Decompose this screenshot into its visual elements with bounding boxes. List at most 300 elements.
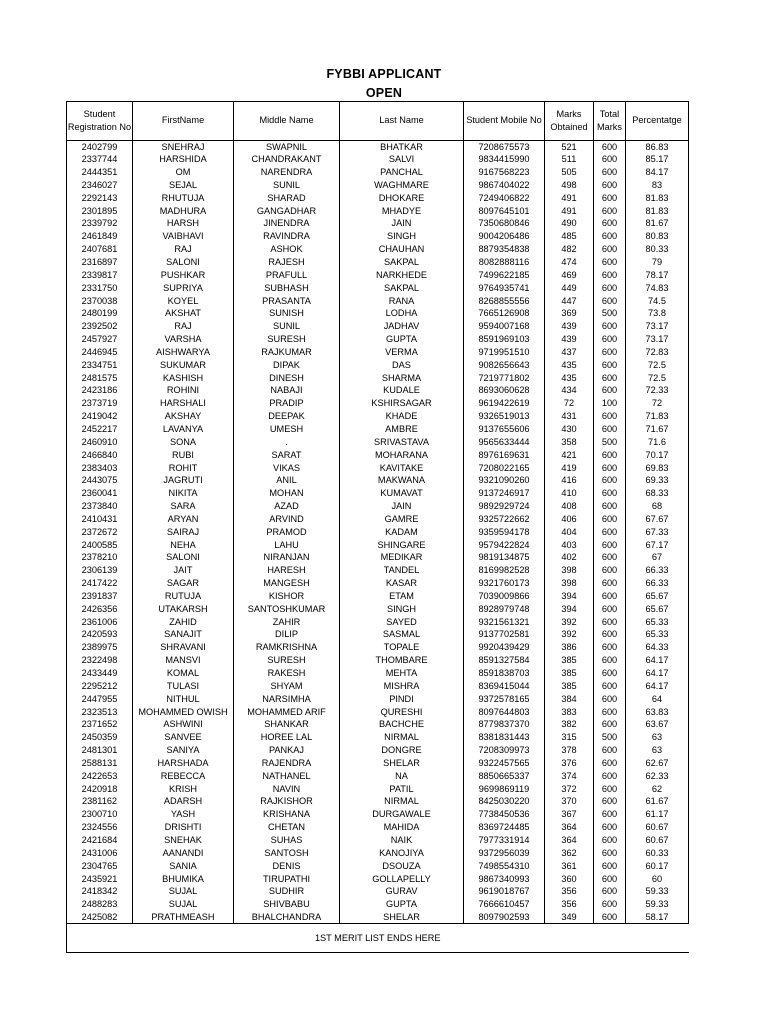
cell-registration-no: 2316897	[67, 256, 133, 269]
cell-first-name: SALONI	[133, 256, 234, 269]
table-row	[67, 821, 689, 834]
cell-total-marks: 600	[594, 205, 626, 218]
cell-last-name: DONGRE	[340, 744, 464, 757]
cell-middle-name: LAHU	[234, 539, 340, 552]
cell-last-name: NARKHEDE	[340, 269, 464, 282]
cell-last-name: GOLLAPELLY	[340, 873, 464, 886]
table-row	[67, 295, 689, 308]
cell-last-name: KADAM	[340, 526, 464, 539]
cell-first-name: OM	[133, 166, 234, 179]
cell-last-name: KUDALE	[340, 385, 464, 398]
table-row	[67, 885, 689, 898]
cell-middle-name: SANTOSHKUMAR	[234, 603, 340, 616]
cell-total-marks: 600	[594, 346, 626, 359]
cell-marks-obtained: 419	[545, 462, 594, 475]
table-row	[67, 192, 689, 205]
cell-middle-name: CHETAN	[234, 821, 340, 834]
table-row	[67, 474, 689, 487]
cell-percentage: 67.33	[626, 526, 689, 539]
header-first-name: FirstName	[133, 102, 234, 141]
cell-middle-name: SURESH	[234, 333, 340, 346]
cell-middle-name: SUNISH	[234, 307, 340, 320]
table-row	[67, 539, 689, 552]
cell-middle-name: NIRANJAN	[234, 552, 340, 565]
cell-total-marks: 600	[594, 898, 626, 911]
cell-percentage: 74.5	[626, 295, 689, 308]
cell-last-name: SAKPAL	[340, 282, 464, 295]
table-row	[67, 179, 689, 192]
cell-total-marks: 600	[594, 462, 626, 475]
cell-last-name: ETAM	[340, 590, 464, 603]
cell-first-name: KASHISH	[133, 372, 234, 385]
cell-registration-no: 2460910	[67, 436, 133, 449]
cell-total-marks: 600	[594, 770, 626, 783]
cell-registration-no: 2450359	[67, 731, 133, 744]
cell-middle-name: DEEPAK	[234, 410, 340, 423]
table-row	[67, 346, 689, 359]
cell-total-marks: 500	[594, 731, 626, 744]
cell-mobile-no: 8850665337	[464, 770, 545, 783]
cell-last-name: JAIN	[340, 218, 464, 231]
cell-mobile-no: 9565633444	[464, 436, 545, 449]
cell-middle-name: BHALCHANDRA	[234, 911, 340, 924]
cell-marks-obtained: 398	[545, 577, 594, 590]
cell-total-marks: 600	[594, 192, 626, 205]
cell-registration-no: 2323513	[67, 706, 133, 719]
cell-middle-name: SUNIL	[234, 320, 340, 333]
cell-marks-obtained: 382	[545, 718, 594, 731]
cell-first-name: SNEHAK	[133, 834, 234, 847]
cell-marks-obtained: 394	[545, 603, 594, 616]
cell-mobile-no: 9321090260	[464, 474, 545, 487]
table-row	[67, 526, 689, 539]
cell-first-name: NEHA	[133, 539, 234, 552]
cell-marks-obtained: 491	[545, 205, 594, 218]
cell-marks-obtained: 408	[545, 500, 594, 513]
cell-mobile-no: 9326519013	[464, 410, 545, 423]
table-row	[67, 706, 689, 719]
cell-percentage: 73.17	[626, 320, 689, 333]
cell-percentage: 63.83	[626, 706, 689, 719]
table-row	[67, 667, 689, 680]
cell-marks-obtained: 439	[545, 320, 594, 333]
cell-first-name: HARSHIDA	[133, 153, 234, 166]
cell-percentage: 58.17	[626, 911, 689, 924]
cell-mobile-no: 7350680846	[464, 218, 545, 231]
cell-percentage: 63	[626, 744, 689, 757]
cell-last-name: DAS	[340, 359, 464, 372]
cell-mobile-no: 7219771802	[464, 372, 545, 385]
cell-mobile-no: 9764935741	[464, 282, 545, 295]
cell-middle-name: SHANKAR	[234, 718, 340, 731]
cell-percentage: 65.67	[626, 590, 689, 603]
cell-registration-no: 2304765	[67, 860, 133, 873]
cell-first-name: SAGAR	[133, 577, 234, 590]
table-row	[67, 230, 689, 243]
table-row	[67, 564, 689, 577]
cell-percentage: 69.83	[626, 462, 689, 475]
cell-marks-obtained: 386	[545, 641, 594, 654]
cell-total-marks: 600	[594, 230, 626, 243]
cell-registration-no: 2431006	[67, 847, 133, 860]
cell-middle-name: DINESH	[234, 372, 340, 385]
cell-registration-no: 2306139	[67, 564, 133, 577]
cell-marks-obtained: 370	[545, 796, 594, 809]
cell-marks-obtained: 378	[545, 744, 594, 757]
cell-total-marks: 600	[594, 269, 626, 282]
cell-total-marks: 600	[594, 372, 626, 385]
cell-total-marks: 600	[594, 885, 626, 898]
cell-last-name: VERMA	[340, 346, 464, 359]
cell-registration-no: 2461849	[67, 230, 133, 243]
cell-mobile-no: 9082656643	[464, 359, 545, 372]
cell-total-marks: 600	[594, 873, 626, 886]
cell-registration-no: 2419042	[67, 410, 133, 423]
cell-middle-name: RAJKISHOR	[234, 796, 340, 809]
cell-last-name: KASAR	[340, 577, 464, 590]
cell-registration-no: 2337744	[67, 153, 133, 166]
cell-mobile-no: 8369415044	[464, 680, 545, 693]
table-row	[67, 552, 689, 565]
cell-last-name: SASMAL	[340, 629, 464, 642]
cell-marks-obtained: 358	[545, 436, 594, 449]
cell-mobile-no: 9579422824	[464, 539, 545, 552]
cell-first-name: KRISH	[133, 783, 234, 796]
cell-registration-no: 2371652	[67, 718, 133, 731]
table-row	[67, 757, 689, 770]
cell-first-name: JAIT	[133, 564, 234, 577]
cell-percentage: 65.67	[626, 603, 689, 616]
cell-middle-name: SUBHASH	[234, 282, 340, 295]
cell-last-name: PATIL	[340, 783, 464, 796]
cell-marks-obtained: 383	[545, 706, 594, 719]
table-row	[67, 629, 689, 642]
cell-marks-obtained: 439	[545, 333, 594, 346]
cell-percentage: 61.67	[626, 796, 689, 809]
cell-middle-name: RAMKRISHNA	[234, 641, 340, 654]
cell-first-name: NITHUL	[133, 693, 234, 706]
cell-total-marks: 600	[594, 860, 626, 873]
cell-middle-name: TIRUPATHI	[234, 873, 340, 886]
table-row	[67, 898, 689, 911]
cell-mobile-no: 9892929724	[464, 500, 545, 513]
cell-middle-name: RAJKUMAR	[234, 346, 340, 359]
cell-total-marks: 600	[594, 590, 626, 603]
cell-registration-no: 2422653	[67, 770, 133, 783]
cell-mobile-no: 9619018767	[464, 885, 545, 898]
table-row	[67, 487, 689, 500]
cell-last-name: MEHTA	[340, 667, 464, 680]
cell-first-name: SAIRAJ	[133, 526, 234, 539]
cell-middle-name: DIPAK	[234, 359, 340, 372]
cell-total-marks: 600	[594, 513, 626, 526]
cell-mobile-no: 9137246917	[464, 487, 545, 500]
cell-first-name: RUTUJA	[133, 590, 234, 603]
cell-registration-no: 2420918	[67, 783, 133, 796]
cell-last-name: JAIN	[340, 500, 464, 513]
cell-marks-obtained: 361	[545, 860, 594, 873]
cell-middle-name: KRISHANA	[234, 808, 340, 821]
cell-total-marks: 600	[594, 256, 626, 269]
cell-registration-no: 2392502	[67, 320, 133, 333]
cell-marks-obtained: 447	[545, 295, 594, 308]
cell-first-name: UTAKARSH	[133, 603, 234, 616]
cell-percentage: 66.33	[626, 564, 689, 577]
cell-last-name: SHELAR	[340, 911, 464, 924]
cell-mobile-no: 8169982528	[464, 564, 545, 577]
cell-mobile-no: 9321561321	[464, 616, 545, 629]
cell-middle-name: .	[234, 436, 340, 449]
cell-mobile-no: 7666610457	[464, 898, 545, 911]
page-title: FYBBI APPLICANT	[326, 67, 442, 81]
cell-percentage: 73.8	[626, 307, 689, 320]
cell-marks-obtained: 430	[545, 423, 594, 436]
cell-total-marks: 600	[594, 295, 626, 308]
cell-registration-no: 2372672	[67, 526, 133, 539]
table-row	[67, 449, 689, 462]
cell-percentage: 60.67	[626, 821, 689, 834]
cell-registration-no: 2361006	[67, 616, 133, 629]
cell-middle-name: DENIS	[234, 860, 340, 873]
cell-marks-obtained: 404	[545, 526, 594, 539]
cell-last-name: SAKPAL	[340, 256, 464, 269]
cell-mobile-no: 7977331914	[464, 834, 545, 847]
cell-marks-obtained: 364	[545, 821, 594, 834]
cell-percentage: 72	[626, 397, 689, 410]
cell-last-name: CHAUHAN	[340, 243, 464, 256]
cell-middle-name: ASHOK	[234, 243, 340, 256]
table-row	[67, 307, 689, 320]
cell-registration-no: 2391837	[67, 590, 133, 603]
cell-total-marks: 500	[594, 436, 626, 449]
cell-middle-name: SHARAD	[234, 192, 340, 205]
cell-percentage: 85.17	[626, 153, 689, 166]
table-row	[67, 603, 689, 616]
cell-registration-no: 2339817	[67, 269, 133, 282]
cell-percentage: 67	[626, 552, 689, 565]
cell-marks-obtained: 511	[545, 153, 594, 166]
table-row	[67, 500, 689, 513]
cell-last-name: SINGH	[340, 230, 464, 243]
cell-total-marks: 600	[594, 821, 626, 834]
table-row	[67, 372, 689, 385]
cell-registration-no: 2322498	[67, 654, 133, 667]
cell-mobile-no: 9867404022	[464, 179, 545, 192]
table-row	[67, 282, 689, 295]
table-row	[67, 860, 689, 873]
cell-marks-obtained: 410	[545, 487, 594, 500]
cell-last-name: KAVITAKE	[340, 462, 464, 475]
cell-marks-obtained: 406	[545, 513, 594, 526]
cell-registration-no: 2480199	[67, 307, 133, 320]
cell-total-marks: 600	[594, 282, 626, 295]
cell-registration-no: 2360041	[67, 487, 133, 500]
cell-percentage: 60	[626, 873, 689, 886]
cell-percentage: 71.6	[626, 436, 689, 449]
cell-last-name: MISHRA	[340, 680, 464, 693]
cell-first-name: SANIYA	[133, 744, 234, 757]
cell-last-name: KSHIRSAGAR	[340, 397, 464, 410]
cell-first-name: KOYEL	[133, 295, 234, 308]
cell-registration-no: 2407681	[67, 243, 133, 256]
cell-marks-obtained: 72	[545, 397, 594, 410]
cell-mobile-no: 9167568223	[464, 166, 545, 179]
table-row	[67, 911, 689, 924]
table-row	[67, 436, 689, 449]
header-total-marks: Total Marks	[594, 102, 626, 141]
cell-last-name: TANDEL	[340, 564, 464, 577]
cell-last-name: RANA	[340, 295, 464, 308]
cell-middle-name: SHYAM	[234, 680, 340, 693]
cell-marks-obtained: 385	[545, 667, 594, 680]
cell-last-name: MAKWANA	[340, 474, 464, 487]
table-row	[67, 834, 689, 847]
cell-total-marks: 600	[594, 706, 626, 719]
cell-middle-name: SWAPNIL	[234, 141, 340, 154]
cell-mobile-no: 7249406822	[464, 192, 545, 205]
cell-percentage: 86.83	[626, 141, 689, 154]
cell-mobile-no: 8425030220	[464, 796, 545, 809]
cell-middle-name: NARSIMHA	[234, 693, 340, 706]
cell-mobile-no: 7208309973	[464, 744, 545, 757]
table-row	[67, 141, 689, 154]
cell-marks-obtained: 449	[545, 282, 594, 295]
cell-mobile-no: 9372956039	[464, 847, 545, 860]
table-row	[67, 577, 689, 590]
cell-registration-no: 2389975	[67, 641, 133, 654]
cell-marks-obtained: 376	[545, 757, 594, 770]
cell-registration-no: 2292143	[67, 192, 133, 205]
cell-middle-name: NAVIN	[234, 783, 340, 796]
cell-marks-obtained: 394	[545, 590, 594, 603]
cell-total-marks: 600	[594, 385, 626, 398]
cell-percentage: 80.83	[626, 230, 689, 243]
cell-percentage: 66.33	[626, 577, 689, 590]
cell-percentage: 72.5	[626, 359, 689, 372]
cell-marks-obtained: 398	[545, 564, 594, 577]
cell-mobile-no: 7665126908	[464, 307, 545, 320]
table-row	[67, 333, 689, 346]
cell-mobile-no: 8779837370	[464, 718, 545, 731]
cell-percentage: 69.33	[626, 474, 689, 487]
cell-first-name: ASHWINI	[133, 718, 234, 731]
table-body	[67, 141, 689, 924]
cell-total-marks: 600	[594, 526, 626, 539]
cell-registration-no: 2373840	[67, 500, 133, 513]
table-row	[67, 513, 689, 526]
header-mobile-no: Student Mobile No	[464, 102, 545, 141]
cell-mobile-no: 9619422619	[464, 397, 545, 410]
cell-last-name: DURGAWALE	[340, 808, 464, 821]
cell-registration-no: 2324556	[67, 821, 133, 834]
cell-mobile-no: 7208022165	[464, 462, 545, 475]
table-row	[67, 770, 689, 783]
cell-first-name: AISHWARYA	[133, 346, 234, 359]
cell-first-name: SUJAL	[133, 898, 234, 911]
cell-marks-obtained: 374	[545, 770, 594, 783]
cell-mobile-no: 9137655606	[464, 423, 545, 436]
cell-percentage: 74.83	[626, 282, 689, 295]
cell-middle-name: VIKAS	[234, 462, 340, 475]
cell-middle-name: ANIL	[234, 474, 340, 487]
cell-first-name: ZAHID	[133, 616, 234, 629]
cell-last-name: SHELAR	[340, 757, 464, 770]
cell-percentage: 62	[626, 783, 689, 796]
cell-total-marks: 600	[594, 320, 626, 333]
cell-percentage: 59.33	[626, 898, 689, 911]
cell-first-name: TULASI	[133, 680, 234, 693]
cell-total-marks: 600	[594, 166, 626, 179]
cell-first-name: HARSH	[133, 218, 234, 231]
cell-last-name: WAGHMARE	[340, 179, 464, 192]
cell-registration-no: 2425082	[67, 911, 133, 924]
cell-first-name: SANAJIT	[133, 629, 234, 642]
cell-middle-name: GANGADHAR	[234, 205, 340, 218]
cell-mobile-no: 9004206486	[464, 230, 545, 243]
cell-total-marks: 600	[594, 641, 626, 654]
cell-registration-no: 2423186	[67, 385, 133, 398]
table-row	[67, 590, 689, 603]
cell-last-name: MAHIDA	[340, 821, 464, 834]
cell-first-name: RUBI	[133, 449, 234, 462]
cell-middle-name: KISHOR	[234, 590, 340, 603]
table-row	[67, 847, 689, 860]
cell-first-name: BHUMIKA	[133, 873, 234, 886]
cell-total-marks: 600	[594, 847, 626, 860]
cell-middle-name: SARAT	[234, 449, 340, 462]
cell-mobile-no: 8381831443	[464, 731, 545, 744]
cell-total-marks: 600	[594, 783, 626, 796]
cell-registration-no: 2402799	[67, 141, 133, 154]
cell-total-marks: 600	[594, 603, 626, 616]
cell-mobile-no: 8976169631	[464, 449, 545, 462]
cell-marks-obtained: 431	[545, 410, 594, 423]
cell-registration-no: 2488283	[67, 898, 133, 911]
cell-registration-no: 2444351	[67, 166, 133, 179]
cell-mobile-no: 9325722662	[464, 513, 545, 526]
cell-last-name: PANCHAL	[340, 166, 464, 179]
cell-total-marks: 600	[594, 757, 626, 770]
cell-total-marks: 600	[594, 243, 626, 256]
cell-middle-name: SANTOSH	[234, 847, 340, 860]
cell-last-name: NA	[340, 770, 464, 783]
cell-percentage: 67.17	[626, 539, 689, 552]
cell-middle-name: RAVINDRA	[234, 230, 340, 243]
cell-percentage: 64.17	[626, 667, 689, 680]
table-row	[67, 243, 689, 256]
page-subtitle: OPEN	[365, 86, 403, 100]
cell-first-name: ROHIT	[133, 462, 234, 475]
footer-note: 1ST MERIT LIST ENDS HERE	[67, 924, 689, 953]
cell-middle-name: NATHANEL	[234, 770, 340, 783]
cell-total-marks: 600	[594, 796, 626, 809]
cell-first-name: VARSHA	[133, 333, 234, 346]
table-row	[67, 783, 689, 796]
cell-first-name: HARSHALI	[133, 397, 234, 410]
cell-total-marks: 600	[594, 834, 626, 847]
cell-first-name: SUJAL	[133, 885, 234, 898]
cell-marks-obtained: 521	[545, 141, 594, 154]
cell-last-name: NIRMAL	[340, 796, 464, 809]
cell-percentage: 63.67	[626, 718, 689, 731]
cell-marks-obtained: 402	[545, 552, 594, 565]
cell-marks-obtained: 384	[545, 693, 594, 706]
cell-total-marks: 600	[594, 552, 626, 565]
cell-mobile-no: 9322457565	[464, 757, 545, 770]
cell-marks-obtained: 362	[545, 847, 594, 860]
cell-mobile-no: 8082888116	[464, 256, 545, 269]
cell-middle-name: HARESH	[234, 564, 340, 577]
